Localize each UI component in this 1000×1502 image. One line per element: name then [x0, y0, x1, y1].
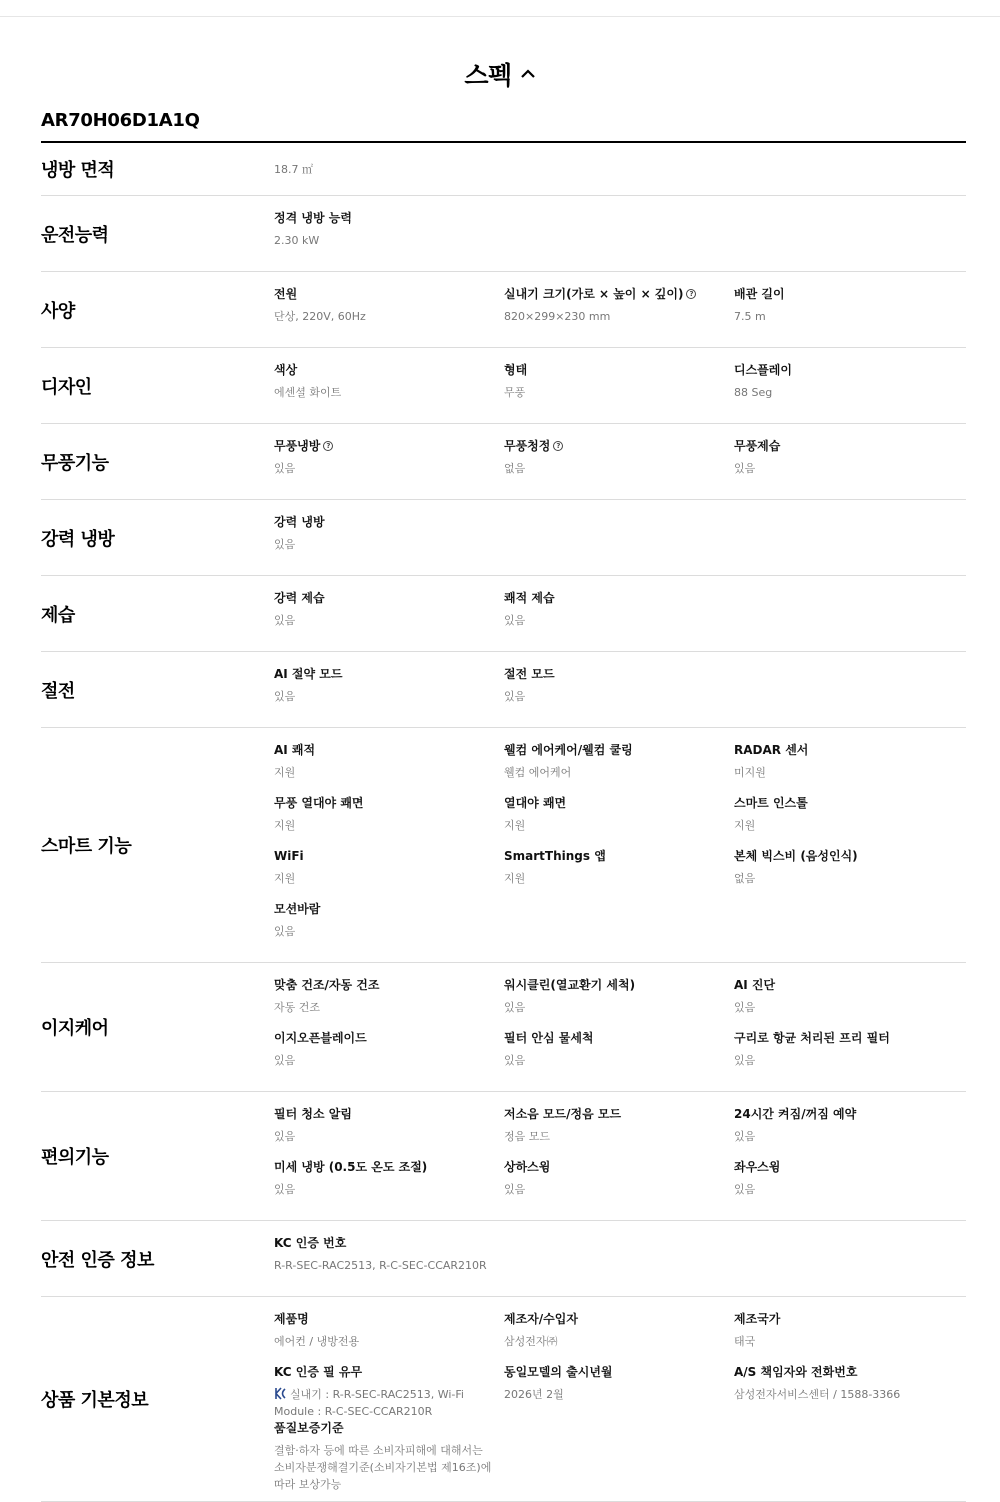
spec-item	[734, 1106, 966, 1159]
spec-item-value: 무풍	[504, 386, 526, 399]
spec-items	[274, 143, 966, 195]
spec-item-name: 품질보증기준	[274, 1421, 344, 1435]
spec-item-name: 스마트 인스톨	[734, 796, 808, 810]
spec-item-value: 820×299×230 mm	[504, 310, 611, 323]
spec-row	[41, 1092, 966, 1221]
spec-item	[274, 210, 504, 263]
spec-item	[504, 1106, 734, 1159]
spec-header[interactable]	[0, 56, 1000, 92]
spec-section-title: 강력 냉방	[41, 528, 115, 550]
spec-item-value: 정음 모드	[504, 1130, 551, 1143]
spec-item-value: 있음	[734, 1001, 756, 1014]
spec-items	[274, 196, 966, 271]
spec-item-value: 있음	[734, 462, 756, 475]
spec-item-name: AI 쾌적	[274, 743, 316, 757]
spec-section-title: 무풍기능	[41, 452, 109, 474]
spec-item-name: 필터 안심 물세척	[504, 1031, 594, 1045]
spec-item-name: SmartThings 앱	[504, 849, 606, 863]
spec-item	[274, 977, 504, 1030]
spec-item	[274, 1030, 504, 1083]
spec-item-name: 무풍제습	[734, 439, 781, 453]
spec-item-value: 단상, 220V, 60Hz	[274, 310, 366, 323]
spec-item	[504, 438, 734, 491]
spec-item-value: 지원	[274, 872, 296, 885]
spec-section-title: 제습	[41, 604, 75, 626]
page-title: 스펙	[464, 61, 512, 90]
spec-item-name: 24시간 켜짐/꺼짐 예약	[734, 1107, 857, 1121]
spec-item-value: 있음	[504, 1054, 526, 1067]
spec-items	[274, 1092, 966, 1220]
spec-item-value: 삼성전자㈜	[504, 1335, 558, 1348]
spec-item-name: 강력 냉방	[274, 515, 325, 529]
help-icon[interactable]: ?	[553, 441, 563, 451]
spec-item-name: 맞춤 건조/자동 건조	[274, 978, 380, 992]
spec-item	[274, 1311, 504, 1364]
spec-section-title: 절전	[41, 680, 75, 702]
spec-item-value: 지원	[504, 872, 526, 885]
spec-items	[274, 576, 966, 651]
spec-item-value: 있음	[274, 690, 296, 703]
spec-item-name: 배관 길이	[734, 287, 785, 301]
spec-item-name: 제조국가	[734, 1312, 781, 1326]
spec-section-title: 안전 인증 정보	[41, 1249, 154, 1271]
spec-item-name: 제조자/수입자	[504, 1312, 578, 1326]
spec-items	[274, 424, 966, 499]
spec-item-value: 지원	[734, 819, 756, 832]
spec-item-value: 있음	[274, 614, 296, 627]
model-code: AR70H06D1A1Q	[41, 110, 200, 131]
spec-item-name: A/S 책임자와 전화번호	[734, 1365, 858, 1379]
top-divider	[0, 16, 1000, 17]
spec-item-value: 있음	[734, 1130, 756, 1143]
spec-item-value: 에센셜 화이트	[274, 386, 342, 399]
spec-item-name: RADAR 센서	[734, 743, 809, 757]
kc-mark-icon	[274, 1387, 286, 1400]
spec-item-name: 무풍냉방 ?	[274, 438, 492, 454]
spec-item	[274, 1235, 504, 1288]
spec-item	[274, 438, 504, 491]
spec-item-name: 무풍 열대야 쾌면	[274, 796, 364, 810]
spec-item	[504, 1159, 734, 1212]
spec-section-title: 편의기능	[41, 1147, 109, 1168]
spec-item-name: 상하스윙	[504, 1160, 551, 1174]
spec-item-value: 88 Seg	[734, 386, 773, 399]
chevron-up-icon[interactable]	[520, 66, 536, 82]
spec-item	[734, 1030, 966, 1083]
spec-section-title: 스마트 기능	[41, 836, 132, 857]
spec-item-name: 좌우스윙	[734, 1160, 781, 1174]
spec-item	[734, 742, 966, 795]
spec-items	[274, 348, 966, 423]
spec-item-name: 열대야 쾌면	[504, 796, 567, 810]
spec-item	[274, 901, 504, 954]
spec-item	[504, 977, 734, 1030]
spec-item-value: 삼성전자서비스센터 / 1588-3366	[734, 1388, 901, 1401]
spec-item	[274, 1364, 504, 1420]
spec-item-value: 에어컨 / 냉방전용	[274, 1335, 360, 1348]
spec-item-name: 필터 청소 알림	[274, 1107, 352, 1121]
spec-item-value: 지원	[274, 819, 296, 832]
spec-item	[734, 1159, 966, 1212]
spec-item-value: 있음	[274, 925, 296, 938]
spec-item	[274, 590, 504, 643]
help-icon[interactable]: ?	[323, 441, 333, 451]
spec-row	[41, 348, 966, 424]
spec-items	[274, 963, 966, 1091]
spec-item-value: 지원	[504, 819, 526, 832]
spec-item-name: AI 진단	[734, 978, 776, 992]
spec-item	[274, 1420, 504, 1493]
spec-item-value: 있음	[274, 538, 296, 551]
spec-item-value: 있음	[274, 462, 296, 475]
spec-row	[41, 576, 966, 652]
spec-item-value: 있음	[734, 1183, 756, 1196]
spec-item	[504, 795, 734, 848]
spec-item-value: 결함·하자 등에 따른 소비자피해에 대해서는 소비자분쟁해결기준(소비자기본법 제16조)에 따라 보상가능	[274, 1444, 492, 1491]
spec-item-value: 2.30 kW	[274, 234, 320, 247]
spec-item-name: 워시클린(열교환기 세척)	[504, 978, 636, 992]
spec-item-value: 있음	[274, 1183, 296, 1196]
spec-item-value: R-R-SEC-RAC2513, R-C-SEC-CCAR210R	[274, 1259, 487, 1272]
spec-item	[504, 1030, 734, 1083]
spec-item	[504, 848, 734, 901]
spec-item-name: WiFi	[274, 849, 304, 863]
spec-item	[274, 666, 504, 719]
spec-item-name: AI 절약 모드	[274, 667, 343, 681]
spec-item-value: 자동 건조	[274, 1001, 321, 1014]
spec-item-name: 웰컴 에어케어/웰컴 쿨링	[504, 743, 633, 757]
spec-row	[41, 1221, 966, 1297]
spec-item	[504, 286, 734, 339]
spec-item-value: 웰컴 에어케어	[504, 766, 572, 779]
spec-item-value: 실내기 : R-R-SEC-RAC2513, Wi-Fi Module : R-C-SEC-CCAR210R	[274, 1388, 464, 1418]
spec-item-name: 형태	[504, 363, 528, 377]
spec-item	[504, 1364, 734, 1420]
spec-row	[41, 143, 966, 196]
spec-item-value: 있음	[504, 614, 526, 627]
spec-item	[274, 1159, 504, 1212]
spec-item	[274, 742, 504, 795]
spec-item-name: 본체 빅스비 (음성인식)	[734, 849, 858, 863]
spec-item-name: KC 인증 번호	[274, 1236, 347, 1250]
spec-item	[504, 1311, 734, 1364]
spec-row	[41, 652, 966, 728]
spec-item	[734, 286, 966, 339]
spec-item	[734, 1364, 966, 1420]
spec-items	[274, 652, 966, 727]
spec-item	[274, 1106, 504, 1159]
spec-items	[274, 272, 966, 347]
spec-item-name: 디스플레이	[734, 363, 792, 377]
spec-item-value: 7.5 m	[734, 310, 766, 323]
spec-item-value: 2026년 2월	[504, 1388, 564, 1401]
spec-item-name: 색상	[274, 363, 298, 377]
spec-section-title: 상품 기본정보	[41, 1390, 149, 1411]
spec-item	[504, 666, 734, 719]
spec-section-title: 운전능력	[41, 224, 109, 246]
spec-item-name: 무풍청정 ?	[504, 438, 722, 454]
spec-item-name: 강력 제습	[274, 591, 325, 605]
spec-items	[274, 1221, 966, 1296]
spec-item-name: 정격 냉방 능력	[274, 211, 352, 225]
spec-row	[41, 1297, 966, 1502]
spec-item-name: 절전 모드	[504, 667, 555, 681]
spec-item	[274, 362, 504, 415]
spec-item-name: 실내기 크기(가로 × 높이 × 깊이) ?	[504, 286, 722, 302]
spec-item-value: 있음	[504, 690, 526, 703]
spec-item-name: 제품명	[274, 1312, 309, 1326]
spec-row	[41, 963, 966, 1092]
spec-item-value: 있음	[504, 1001, 526, 1014]
spec-item	[504, 742, 734, 795]
spec-item-value: 지원	[274, 766, 296, 779]
spec-row	[41, 424, 966, 500]
spec-item-value: 있음	[734, 1054, 756, 1067]
spec-item	[274, 795, 504, 848]
spec-row	[41, 272, 966, 348]
spec-item-value: 18.7 ㎡	[274, 163, 313, 176]
help-icon[interactable]: ?	[686, 289, 696, 299]
spec-section-title: 사양	[41, 300, 75, 322]
spec-section-title: 이지케어	[41, 1018, 109, 1039]
spec-items	[274, 500, 966, 575]
spec-item	[274, 286, 504, 339]
spec-item-name: 저소음 모드/정음 모드	[504, 1107, 622, 1121]
spec-item	[274, 514, 504, 567]
spec-items	[274, 728, 966, 962]
spec-items	[274, 1297, 966, 1501]
spec-item-value: 태국	[734, 1335, 756, 1348]
spec-item-name: 모션바람	[274, 902, 321, 916]
spec-item	[274, 161, 504, 191]
spec-item-name: KC 인증 필 유무	[274, 1365, 363, 1379]
spec-section-title: 디자인	[41, 376, 92, 398]
spec-item	[734, 362, 966, 415]
spec-row	[41, 728, 966, 963]
spec-table	[41, 143, 966, 1502]
spec-item	[734, 438, 966, 491]
spec-item-name: 이지오픈블레이드	[274, 1031, 367, 1045]
spec-item-name: 구리로 항균 처리된 프리 필터	[734, 1031, 890, 1045]
spec-item-value: 미지원	[734, 766, 766, 779]
spec-item	[734, 795, 966, 848]
spec-item-value: 있음	[504, 1183, 526, 1196]
spec-item-value: 없음	[504, 462, 526, 475]
spec-item	[734, 977, 966, 1030]
spec-item-value: 있음	[274, 1054, 296, 1067]
spec-item-value: 없음	[734, 872, 756, 885]
spec-row	[41, 500, 966, 576]
spec-item-value: 있음	[274, 1130, 296, 1143]
spec-item	[734, 1311, 966, 1364]
spec-item	[734, 848, 966, 901]
spec-item	[504, 590, 734, 643]
spec-row	[41, 196, 966, 272]
spec-item-name: 전원	[274, 287, 298, 301]
spec-item	[274, 848, 504, 901]
spec-section-title: 냉방 면적	[41, 160, 115, 181]
spec-item-name: 미세 냉방 (0.5도 온도 조절)	[274, 1160, 428, 1174]
spec-item	[504, 362, 734, 415]
spec-item-name: 동일모델의 출시년월	[504, 1365, 613, 1379]
spec-item-name: 쾌적 제습	[504, 591, 555, 605]
